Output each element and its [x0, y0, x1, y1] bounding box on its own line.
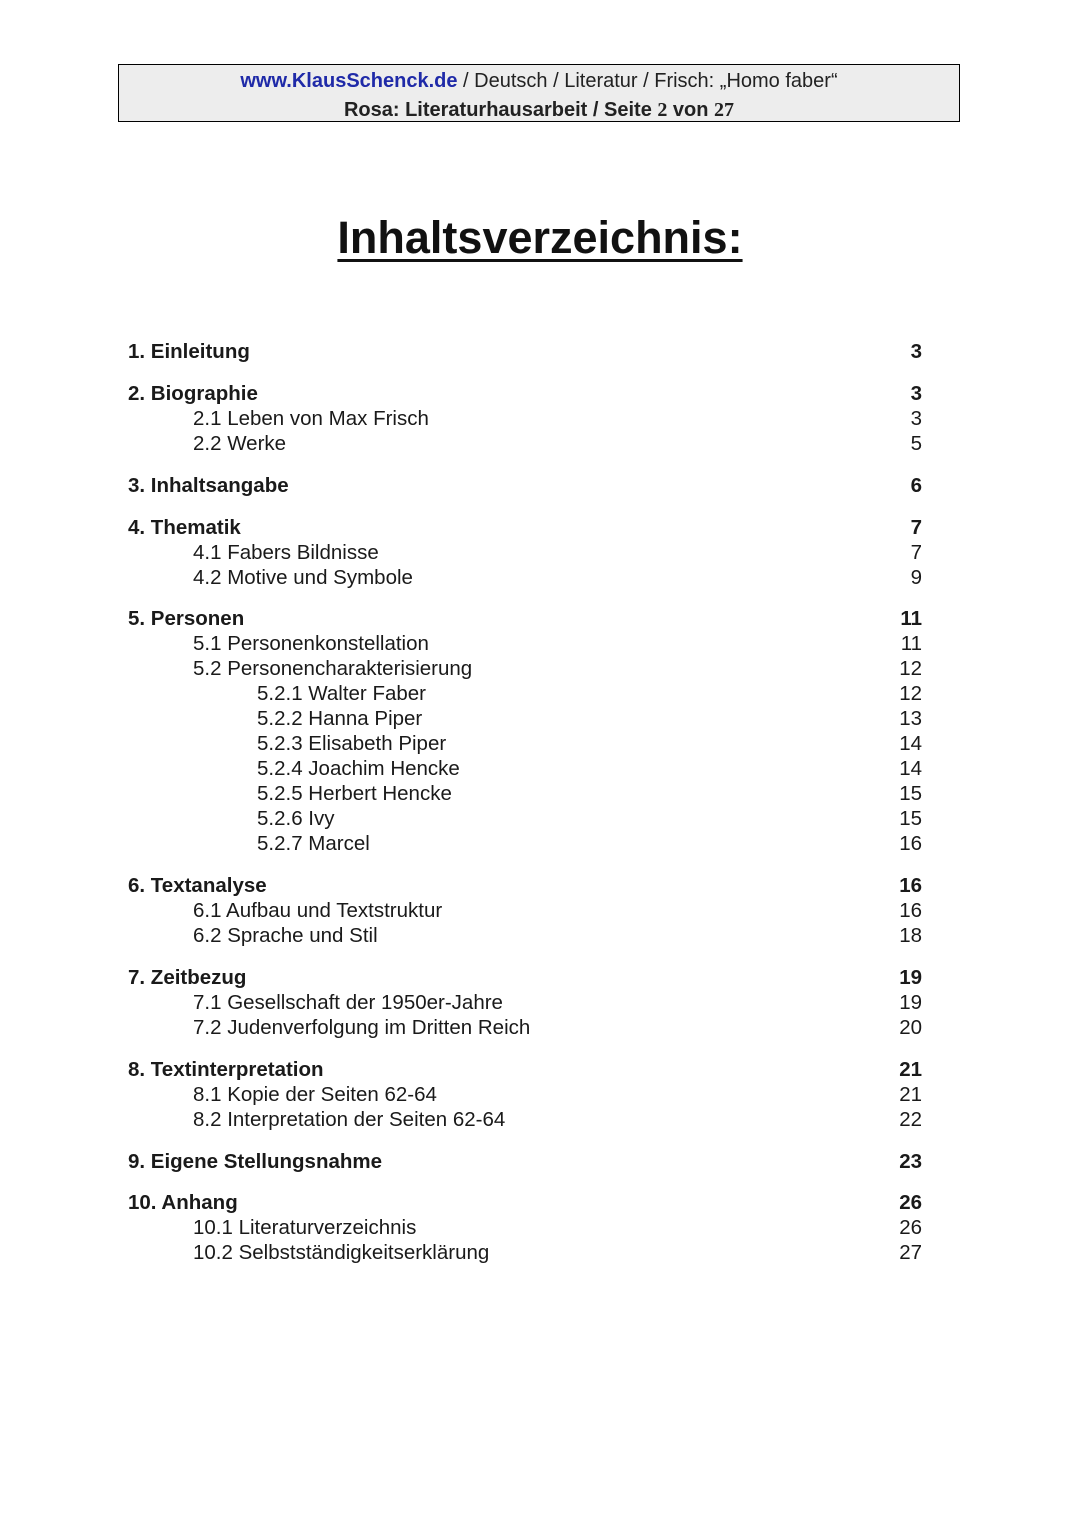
toc-entry-label: 5. Personen — [128, 607, 245, 630]
toc-entry-label: 2.2 Werke — [193, 432, 287, 455]
toc-entry-page: 20 — [899, 1016, 922, 1039]
toc-entry — [0, 339, 1080, 364]
page-header — [118, 64, 960, 122]
toc-entry-page: 13 — [899, 707, 922, 730]
toc-entry-page: 3 — [910, 407, 922, 430]
toc-entry — [0, 631, 1080, 656]
toc-entry-page: 16 — [899, 899, 922, 922]
toc-entry-page: 9 — [910, 566, 922, 589]
toc-entry-label: 8. Textinterpretation — [128, 1058, 324, 1081]
site-link[interactable]: www.KlausSchenck.de — [240, 70, 458, 92]
header-subtitle-mid: von — [667, 99, 715, 121]
toc-entry-page: 18 — [899, 924, 922, 947]
toc-entry-label: 7.1 Gesellschaft der 1950er-Jahre — [193, 991, 503, 1014]
toc-entry — [0, 406, 1080, 431]
toc-entry — [0, 1149, 1080, 1174]
toc-entry — [0, 606, 1080, 631]
toc-entry — [0, 540, 1080, 565]
toc-entry — [0, 1215, 1080, 1240]
toc-entry-label: 5.2 Personencharakterisierung — [193, 657, 473, 680]
toc-entry — [0, 473, 1080, 498]
toc-entry — [0, 781, 1080, 806]
toc-entry-label: 5.2.3 Elisabeth Piper — [257, 732, 447, 755]
toc-entry-label: 9. Eigene Stellungsnahme — [128, 1150, 383, 1173]
header-subtitle-line — [119, 98, 959, 122]
header-page-total: 27 — [714, 99, 735, 121]
toc-entry — [0, 1190, 1080, 1215]
toc-entry-label: 10. Anhang — [128, 1191, 238, 1214]
toc-entry-page: 26 — [899, 1191, 922, 1214]
toc-entry — [0, 1015, 1080, 1040]
toc-entry-label: 5.2.6 Ivy — [257, 807, 335, 830]
toc-entry-label: 5.2.4 Joachim Hencke — [257, 757, 460, 780]
toc-entry-label: 10.1 Literaturverzeichnis — [193, 1216, 417, 1239]
toc-entry-page: 16 — [899, 832, 922, 855]
toc-entry — [0, 1057, 1080, 1082]
toc-entry — [0, 1107, 1080, 1132]
toc-entry-label: 6.1 Aufbau und Textstruktur — [193, 899, 443, 922]
toc-entry — [0, 965, 1080, 990]
toc-entry-page: 3 — [910, 340, 922, 363]
toc-entry-page: 15 — [899, 782, 922, 805]
toc-entry-page: 26 — [899, 1216, 922, 1239]
header-source-line — [119, 69, 959, 93]
toc-entry-label: 5.1 Personenkonstellation — [193, 632, 429, 655]
page-title — [0, 208, 1080, 268]
toc-entry-label: 4.1 Fabers Bildnisse — [193, 541, 379, 564]
toc-entry-label: 4.2 Motive und Symbole — [193, 566, 413, 589]
toc-entry — [0, 706, 1080, 731]
header-subtitle-prefix: Rosa: Literaturhausarbeit / Seite — [343, 99, 658, 121]
toc-entry — [0, 656, 1080, 681]
toc-entry-label: 7.2 Judenverfolgung im Dritten Reich — [193, 1016, 531, 1039]
toc-entry — [0, 873, 1080, 898]
toc-entry-page: 19 — [899, 966, 922, 989]
toc-entry-page: 11 — [900, 632, 922, 655]
toc-entry — [0, 898, 1080, 923]
toc-entry-page: 21 — [899, 1058, 922, 1081]
toc-entry-label: 1. Einleitung — [128, 340, 250, 363]
toc-entry — [0, 923, 1080, 948]
toc-entry-label: 5.2.1 Walter Faber — [257, 682, 427, 705]
toc-entry-label: 2.1 Leben von Max Frisch — [193, 407, 429, 430]
toc-entry-page: 6 — [910, 474, 922, 497]
toc-entry — [0, 831, 1080, 856]
toc-entry — [0, 1082, 1080, 1107]
toc-entry-page: 23 — [899, 1150, 922, 1173]
toc-entry-label: 5.2.7 Marcel — [257, 832, 370, 855]
toc-entry-page: 16 — [899, 874, 922, 897]
toc-entry-page: 19 — [899, 991, 922, 1014]
toc-entry-page: 27 — [899, 1241, 922, 1264]
header-page-current: 2 — [657, 99, 668, 121]
toc-entry-label: 5.2.2 Hanna Piper — [257, 707, 423, 730]
toc-entry-label: 10.2 Selbstständigkeitserklärung — [193, 1241, 490, 1264]
toc-entry — [0, 381, 1080, 406]
toc-entry — [0, 565, 1080, 590]
toc-entry-page: 14 — [899, 757, 922, 780]
toc-entry — [0, 1240, 1080, 1265]
toc-entry-page: 12 — [899, 657, 922, 680]
toc-entry-label: 6.2 Sprache und Stil — [193, 924, 378, 947]
header-breadcrumb: / Deutsch / Literatur / Frisch: „Homo faber“ — [457, 70, 838, 92]
toc-entry-page: 7 — [910, 516, 922, 539]
page-title-text: Inhaltsverzeichnis: — [337, 212, 743, 263]
toc-entry-label: 6. Textanalyse — [128, 874, 267, 897]
toc-entry — [0, 756, 1080, 781]
toc-entry-page: 21 — [899, 1083, 922, 1106]
toc-entry-page: 15 — [899, 807, 922, 830]
toc-entry-page: 3 — [910, 382, 922, 405]
toc-entry-page: 5 — [910, 432, 922, 455]
toc-entry-page: 14 — [899, 732, 922, 755]
toc-entry-page: 12 — [899, 682, 922, 705]
toc-entry-label: 8.1 Kopie der Seiten 62-64 — [193, 1083, 437, 1106]
toc-entry-page: 7 — [910, 541, 922, 564]
toc-entry-label: 4. Thematik — [128, 516, 241, 539]
toc-entry-page: 11 — [900, 607, 922, 630]
toc-entry-label: 5.2.5 Herbert Hencke — [257, 782, 452, 805]
toc-entry-label: 3. Inhaltsangabe — [128, 474, 289, 497]
toc-entry-label: 8.2 Interpretation der Seiten 62-64 — [193, 1108, 506, 1131]
toc-entry — [0, 515, 1080, 540]
toc-entry-label: 2. Biographie — [128, 382, 258, 405]
toc-entry — [0, 731, 1080, 756]
toc-entry — [0, 681, 1080, 706]
toc-entry-label: 7. Zeitbezug — [128, 966, 247, 989]
toc-entry — [0, 431, 1080, 456]
toc-entry — [0, 990, 1080, 1015]
toc-entry — [0, 806, 1080, 831]
toc-entry-page: 22 — [899, 1108, 922, 1131]
